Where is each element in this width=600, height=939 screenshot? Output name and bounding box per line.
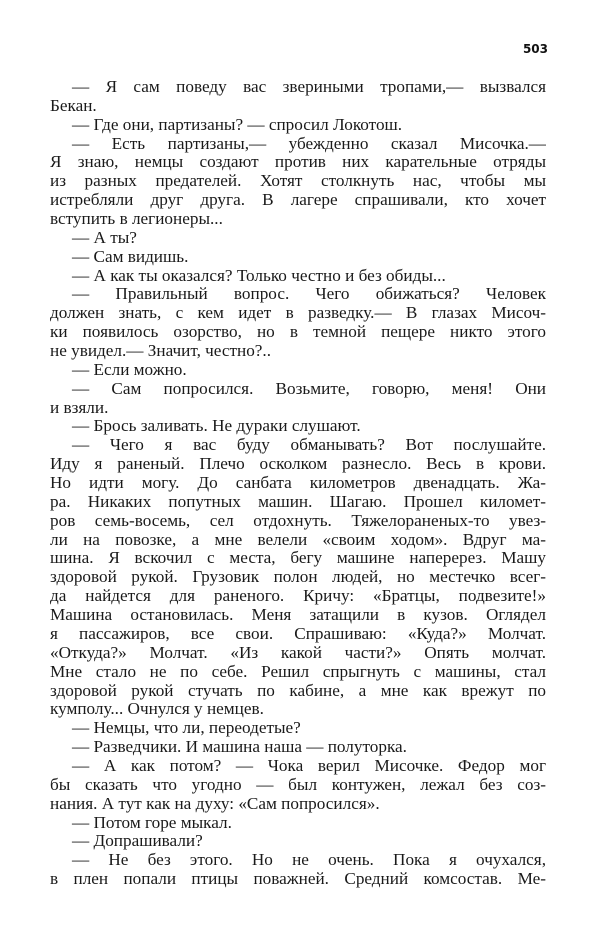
text-line: — А как потом? — Чока верил Мисочке. Федор мог (72, 756, 546, 775)
text-line: здоровой рукой стучать по кабине, а мне как врежут по (50, 681, 546, 700)
text-line: кумполу... Очнулся у немцев. (50, 700, 264, 719)
paragraph (50, 738, 546, 757)
text-line: — Сам попросился. Возьмите, говорю, меня! Они (72, 379, 546, 398)
paragraph (50, 229, 546, 248)
text-line: Иду я раненый. Плечо осколком разнесло. Весь в крови. (50, 455, 546, 474)
text-line: шина. Я вскочил с места, бегу машине наперерез. Машу (50, 549, 546, 568)
paragraph (50, 436, 546, 719)
text-line: — Сам видишь. (72, 247, 189, 266)
paragraph (50, 832, 546, 851)
text-line: ра. Никаких попутных машин. Шагаю. Прошел километ- (50, 492, 546, 511)
text-line: я пассажиров, все свои. Спрашиваю: «Куда?» Молчат. (50, 624, 546, 643)
text-line: — Чего я вас буду обманывать? Вот послушайте. (72, 436, 546, 455)
page-number: 503 (522, 42, 548, 56)
text-line: — Брось заливать. Не дураки слушают. (72, 417, 361, 436)
text-line: ров семь-восемь, сел отдохнуть. Тяжелораненых-то увез- (50, 511, 546, 530)
text-line: Бекан. (50, 96, 97, 115)
text-line: и взяли. (50, 398, 109, 417)
paragraph (50, 417, 546, 436)
text-line: из разных предателей. Хотят столкнуть нас, чтобы мы (50, 172, 546, 191)
text-line: — А ты? (72, 228, 137, 247)
text-line: — Если можно. (72, 360, 187, 379)
text-line: — А как ты оказался? Только честно и без обиды... (72, 266, 446, 285)
text-line: «Откуда?» Молчат. «Из какой части?» Опять молчат. (50, 643, 546, 662)
text-line: не увидел.— Значит, честно?.. (50, 342, 272, 361)
text-line: Машина остановилась. Меня затащили в кузов. Оглядел (50, 606, 546, 625)
text-line: ли на повозке, а мне велели «своим ходом». Вдруг ма- (50, 530, 546, 549)
paragraph (50, 135, 546, 229)
text-line: Я знаю, немцы создают против них карательные отряды (50, 153, 546, 172)
text-line: Мне стало не по себе. Решил спрыгнуть с машины, стал (50, 662, 546, 681)
text-line: ки появилось озорство, но в темной пещере никто этого (50, 323, 546, 342)
paragraph (50, 380, 546, 418)
paragraph (50, 267, 546, 286)
paragraph (50, 116, 546, 135)
text-line: — Где они, партизаны? — спросил Локотош. (72, 115, 403, 134)
text-line: в плен попали птицы поважней. Средний комсостав. Ме- (50, 870, 546, 889)
paragraph (50, 814, 546, 833)
text-line: истребляли друг друга. В лагере спрашивали, кто хочет (50, 191, 546, 210)
paragraph (50, 78, 546, 116)
text-line: — Я сам поведу вас звериными тропами,— вызвался (72, 78, 546, 96)
paragraph (50, 757, 546, 814)
text-line: — Потом горе мыкал. (72, 813, 232, 832)
paragraph (50, 719, 546, 738)
text-line: — Немцы, что ли, переодетые? (72, 719, 301, 738)
text-line: — Допрашивали? (72, 832, 203, 851)
text-line: — Правильный вопрос. Чего обижаться? Человек (72, 285, 546, 304)
paragraph (50, 361, 546, 380)
paragraph (50, 285, 546, 360)
text-line: — Не без этого. Но не очень. Пока я очухался, (72, 851, 546, 870)
text-line: бы сказать что угодно — был контужен, лежал без соз- (50, 775, 546, 794)
text-line: нания. А тут как на духу: «Сам попросился». (50, 794, 380, 813)
text-line: Но идти могу. До санбата километров двенадцать. Жа- (50, 474, 546, 493)
paragraph (50, 851, 546, 889)
paragraph (50, 248, 546, 267)
text-line: да найдется для раненого. Кричу: «Братцы, подвезите!» (50, 587, 546, 606)
text-line: вступить в легионеры... (50, 210, 223, 229)
text-line: — Разведчики. И машина наша — полуторка. (72, 738, 407, 757)
body-text (50, 78, 546, 889)
text-line: здоровой рукой. Грузовик полон людей, но местечко всег- (50, 568, 546, 587)
text-line: — Есть партизаны,— убежденно сказал Мисочка.— (72, 134, 546, 153)
text-line: должен знать, с кем идет в разведку.— В глазах Мисоч- (50, 304, 546, 323)
